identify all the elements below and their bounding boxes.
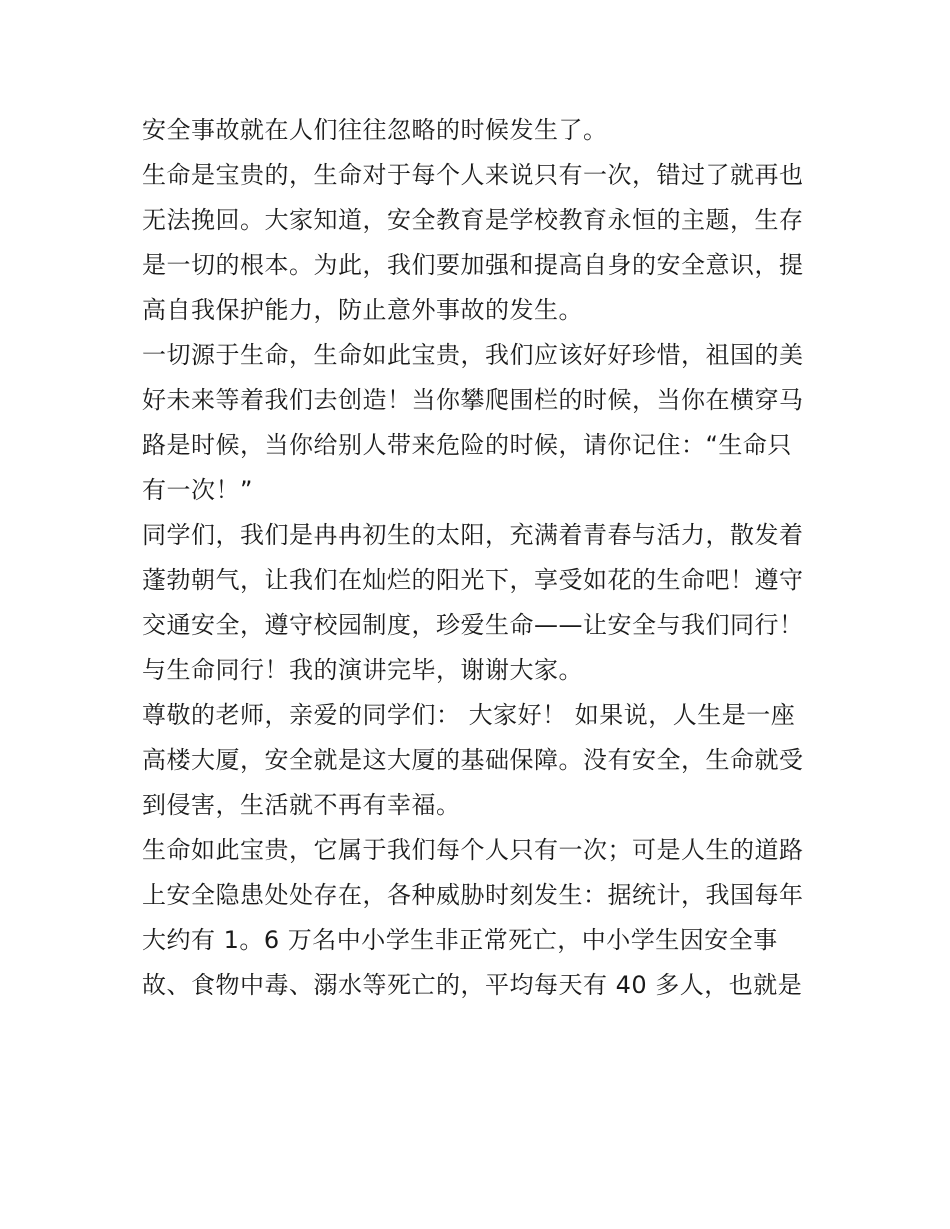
text-line: 高自我保护能力，防止意外事故的发生。 xyxy=(142,296,583,324)
text-line: 有一次！” xyxy=(142,476,253,504)
text-line: 蓬勃朝气，让我们在灿烂的阳光下，享受如花的生命吧！遵守 xyxy=(142,566,804,594)
text-line: 上安全隐患处处存在，各种威胁时刻发生：据统计，我国每年 xyxy=(142,881,804,909)
text-line: 大约有 1。6 万名中小学生非正常死亡，中小学生因安全事 xyxy=(142,926,778,954)
text-line: 同学们，我们是冉冉初生的太阳，充满着青春与活力，散发着 xyxy=(142,521,804,549)
text-line: 到侵害，生活就不再有幸福。 xyxy=(142,791,461,819)
text-line: 路是时候，当你给别人带来危险的时候，请你记住：“生命只 xyxy=(142,431,792,459)
text-line: 尊敬的老师，亲爱的同学们： 大家好！ 如果说，人生是一座 xyxy=(142,701,796,729)
text-line: 交通安全，遵守校园制度，珍爱生命——让安全与我们同行！ xyxy=(142,611,804,639)
text-line: 是一切的根本。为此，我们要加强和提高自身的安全意识，提 xyxy=(142,251,804,279)
text-line: 与生命同行！我的演讲完毕，谢谢大家。 xyxy=(142,656,583,684)
text-line: 故、食物中毒、溺水等死亡的，平均每天有 40 多人，也就是 xyxy=(142,971,803,999)
text-line: 生命如此宝贵，它属于我们每个人只有一次；可是人生的道路 xyxy=(142,836,804,864)
text-line: 无法挽回。大家知道，安全教育是学校教育永恒的主题，生存 xyxy=(142,206,804,234)
text-line: 安全事故就在人们往往忽略的时候发生了。 xyxy=(142,116,608,144)
text-line: 高楼大厦，安全就是这大厦的基础保障。没有安全，生命就受 xyxy=(142,746,804,774)
document-body xyxy=(142,108,832,1008)
text-line: 生命是宝贵的，生命对于每个人来说只有一次，错过了就再也 xyxy=(142,161,804,189)
text-line: 好未来等着我们去创造！当你攀爬围栏的时候，当你在横穿马 xyxy=(142,386,804,414)
text-line: 一切源于生命，生命如此宝贵，我们应该好好珍惜，祖国的美 xyxy=(142,341,804,369)
